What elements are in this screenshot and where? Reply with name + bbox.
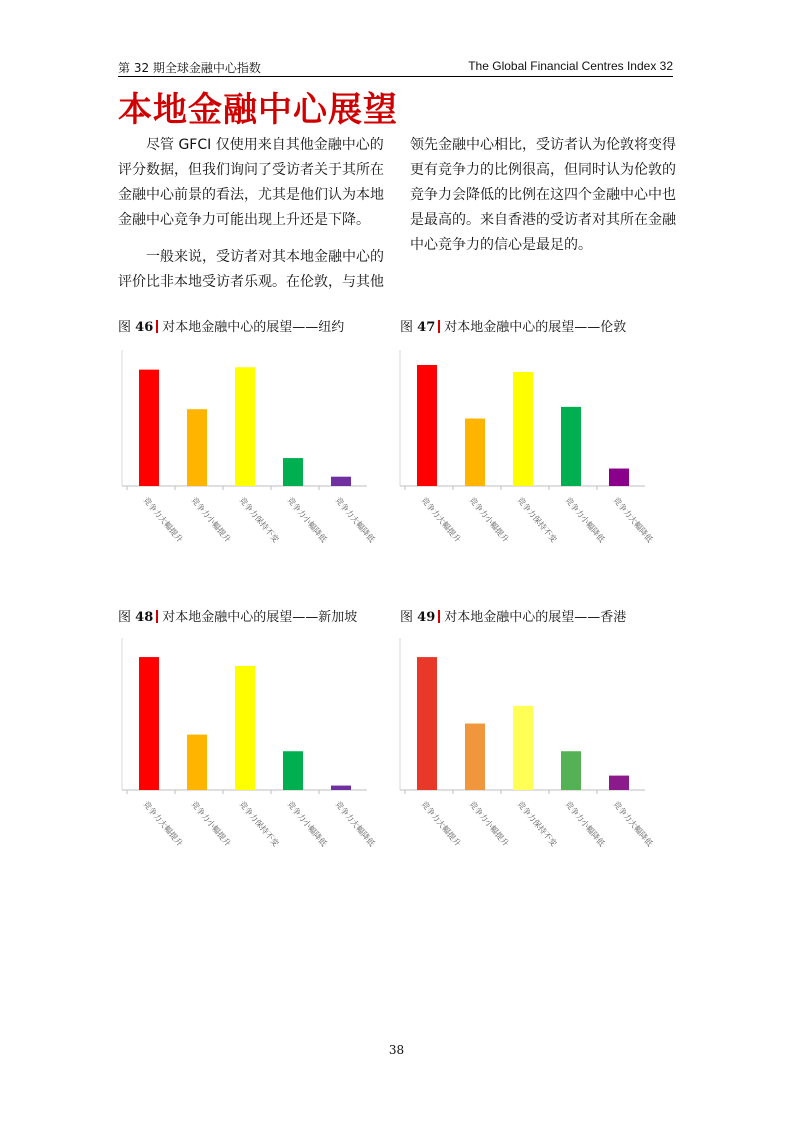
chart-bar <box>513 706 533 790</box>
x-tick-label: 竞争力小幅提升 <box>189 799 233 849</box>
chart-bar <box>235 666 255 790</box>
paragraph-1: 尽管 GFCI 仅使用来自其他金融中心的评分数据，但我们询问了受访者关于其所在金融中心前景的看法，尤其是他们认为本地金融中心竞争力可能出现上升还是下降。 <box>118 137 384 228</box>
x-tick-label: 竞争力大幅降低 <box>611 495 655 545</box>
caption-divider <box>156 610 158 623</box>
figure-label: 图 <box>400 320 414 335</box>
figure-caption-47 <box>400 316 626 335</box>
caption-divider <box>438 320 440 333</box>
x-tick-label: 竞争力保持不变 <box>515 495 559 545</box>
chart-svg <box>120 350 390 590</box>
x-tick-label: 竞争力小幅降低 <box>563 799 607 849</box>
x-tick-label: 竞争力小幅降低 <box>563 495 607 545</box>
chart-svg <box>120 638 390 898</box>
text-column-right <box>410 133 678 270</box>
header-right-title: The Global Financial Centres Index 32 <box>468 59 673 73</box>
figure-title: 对本地金融中心的展望——纽约 <box>162 320 345 335</box>
x-tick-label: 竞争力小幅提升 <box>467 799 511 849</box>
figure-title: 对本地金融中心的展望——香港 <box>444 610 627 625</box>
paragraph-2: 一般来说，受访者对其本地金融中心的评价比非本地受访者乐观。在伦敦，与其他 <box>118 249 384 290</box>
chart-bar <box>187 409 207 486</box>
chart-bar <box>331 477 351 486</box>
x-tick-label: 竞争力保持不变 <box>237 495 281 545</box>
paragraph-3: 领先金融中心相比，受访者认为伦敦将变得更有竞争力的比例很高，但同时认为伦敦的竞争力会降低的比例在这四个金融中心中也是最高的。来自香港的受访者对其所在金融中心竞争力的信心是最足的。 <box>410 137 676 253</box>
chart-bar <box>465 724 485 790</box>
chart-hong-kong <box>398 638 668 898</box>
x-tick-label: 竞争力大幅降低 <box>611 799 655 849</box>
header-left-title: 第 32 期全球金融中心指数 <box>118 61 261 75</box>
chart-bar <box>139 657 159 790</box>
chart-bar <box>465 419 485 486</box>
x-tick-label: 竞争力保持不变 <box>515 799 559 849</box>
figure-label: 图 <box>400 610 414 625</box>
chart-bar <box>561 407 581 486</box>
section-title: 本地金融中心展望 <box>118 90 398 130</box>
chart-bar <box>513 372 533 486</box>
figure-number: 48 <box>135 610 154 625</box>
figure-caption-48 <box>118 606 357 625</box>
chart-bar <box>561 751 581 790</box>
chart-bar <box>187 735 207 790</box>
figure-caption-46 <box>118 316 344 335</box>
x-tick-label: 竞争力小幅降低 <box>285 495 329 545</box>
figure-number: 49 <box>417 610 436 625</box>
text-column-left <box>118 133 386 307</box>
page-header <box>118 58 673 77</box>
x-tick-label: 竞争力保持不变 <box>237 799 281 849</box>
caption-divider <box>438 610 440 623</box>
chart-bar <box>283 458 303 486</box>
figure-title: 对本地金融中心的展望——伦敦 <box>444 320 627 335</box>
chart-bar <box>417 657 437 790</box>
figure-caption-49 <box>400 606 626 625</box>
x-tick-label: 竞争力大幅提升 <box>419 495 463 545</box>
chart-singapore <box>120 638 390 898</box>
chart-svg <box>398 638 668 898</box>
figure-label: 图 <box>118 610 132 625</box>
chart-bar <box>235 367 255 486</box>
chart-bar <box>609 776 629 790</box>
x-tick-label: 竞争力大幅提升 <box>141 495 185 545</box>
x-tick-label: 竞争力小幅提升 <box>189 495 233 545</box>
x-tick-label: 竞争力大幅降低 <box>333 799 377 849</box>
figure-label: 图 <box>118 320 132 335</box>
chart-bar <box>331 786 351 790</box>
chart-new-york <box>120 350 390 590</box>
x-tick-label: 竞争力大幅提升 <box>419 799 463 849</box>
chart-bar <box>139 370 159 486</box>
page-number: 38 <box>388 1043 405 1057</box>
chart-bar <box>417 365 437 486</box>
caption-divider <box>156 320 158 333</box>
chart-bar <box>283 751 303 790</box>
figure-title: 对本地金融中心的展望——新加坡 <box>162 610 358 625</box>
figure-number: 47 <box>417 320 436 335</box>
x-tick-label: 竞争力大幅降低 <box>333 495 377 545</box>
chart-bar <box>609 469 629 486</box>
x-tick-label: 竞争力大幅提升 <box>141 799 185 849</box>
chart-london <box>398 350 668 590</box>
x-tick-label: 竞争力小幅提升 <box>467 495 511 545</box>
figure-number: 46 <box>135 320 154 335</box>
chart-svg <box>398 350 668 590</box>
x-tick-label: 竞争力小幅降低 <box>285 799 329 849</box>
